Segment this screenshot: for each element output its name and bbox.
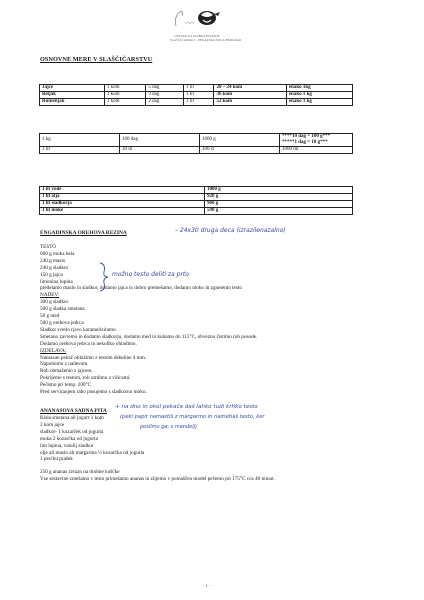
- table-cell: 100 dag: [120, 134, 200, 147]
- recipe-line: NADEV:: [40, 292, 60, 299]
- table-cell: enako 1 kg: [286, 92, 352, 99]
- recipe-line: Namazan pekač obložimo z testom debeline 4 mm.: [40, 354, 147, 361]
- table-cell: Jajce: [40, 85, 105, 92]
- note-line: ****10 dag = 100 g***: [282, 134, 331, 139]
- recipe-line: Kisla smetana ali jogurt 1 kom: [40, 415, 104, 421]
- table-cell: 1 lit: [184, 99, 214, 106]
- recipe-line: Pred serviranjem rabo posujemo s sladkorno moko.: [40, 389, 147, 396]
- table-cell: 1 kom: [104, 99, 146, 106]
- recipe-line: 150 g jajca: [40, 271, 63, 278]
- table-row: [40, 92, 353, 99]
- table-cell: 3 dag: [146, 92, 184, 99]
- table-cell: 20 – 24 kom: [214, 85, 286, 92]
- recipe-line: limonina lupina: [40, 278, 73, 285]
- recipe-line: TESTO: [40, 244, 57, 250]
- table-cell: Rumenjak: [40, 99, 105, 106]
- table-row: [40, 208, 353, 215]
- table-row: [40, 134, 353, 147]
- egg-measures-table: [39, 84, 353, 106]
- recipe-line: Pečemo pri temp. 200°C: [40, 382, 92, 389]
- table-cell: 52 kom: [214, 99, 286, 106]
- logo-emblem-icon: [170, 6, 230, 32]
- recipe-line: 2 kom jajce: [40, 421, 65, 428]
- recipe-line: 300 g sladkor: [40, 299, 69, 306]
- recipe-line: 240 g maslo: [40, 257, 66, 264]
- recipe-line: olje ali maslo ali margarina ½ kozarčka od jogurta: [40, 449, 145, 456]
- page-title: OSNOVNE MERE V SLAŠČIČARSTVU: [40, 56, 153, 63]
- recipe-line: 500 g sladka smetana: [40, 306, 85, 313]
- recipe-line: Vse sestavine zmešamo v testo primešamo ananas in zlijemo v pomaščen model pečemo pri 175°C cca 40 minut.: [40, 476, 275, 483]
- table-row: [40, 187, 353, 194]
- table-cell: 1 lit: [184, 92, 214, 99]
- table-cell: 100 cl: [200, 147, 280, 154]
- handwritten-note: – 24x30 druga deca (izrazilenazalno): [175, 227, 286, 234]
- recipe-line: Rob obmažemo z jajcem.: [40, 368, 93, 375]
- recipe-title: ENGADINSKA OREHOVA REZINA: [40, 230, 127, 236]
- table-cell: 1000 g: [205, 187, 353, 194]
- recipe-line: Dodamo orehova jedrca in nekoliko ohladimo.: [40, 340, 137, 347]
- table-cell: 1 kom: [104, 92, 146, 99]
- recipe-body: [40, 244, 257, 396]
- table-cell: enako 1 kg: [286, 99, 352, 106]
- recipe-line: Sladkor svetlo rjavo karameliziramo.: [40, 326, 117, 333]
- liquid-weight-table: [39, 186, 353, 215]
- table-cell: 1 lit: [40, 147, 120, 154]
- recipe-line: Smetano zavremo in dodamo sladkorju, dodamo med in kuhamo do 115°C, obvezno čistimo rob posode.: [40, 333, 258, 340]
- table-cell: 5 dag: [146, 85, 184, 92]
- recipe-line: 1 pecilni prašek: [40, 456, 73, 463]
- recipe-line: Pokrijemo s testom, rob utrdimo z vilicami.: [40, 375, 131, 382]
- logo-text: CENTAR ZA IZOBRAŽEVANJE: [174, 34, 220, 38]
- table-cell: 1 kg: [40, 134, 120, 147]
- table-cell: 920 g: [205, 194, 353, 201]
- table-row: [40, 99, 353, 106]
- table-cell: 1 lit moke: [40, 208, 205, 215]
- table-cell: 1 lit olja: [40, 194, 205, 201]
- table-cell-notes: [280, 134, 353, 147]
- recipe-line: 500 g orehova jedrca: [40, 319, 84, 326]
- recipe-title: ANANASOVA SADNA PITA: [40, 408, 107, 414]
- table-row: [40, 201, 353, 208]
- table-cell: 1 lit: [184, 85, 214, 92]
- table-cell: 590 g: [205, 208, 353, 215]
- unit-conversion-table: [39, 133, 353, 154]
- recipe-line: 250 g ananas zrezan na drobne koščke: [40, 469, 120, 476]
- recipe-line: 50 g med: [40, 313, 60, 320]
- table-cell: 10 dl: [120, 147, 200, 154]
- table-cell: Beljak: [40, 92, 105, 99]
- org-line: SLAŠČIČARSKO - PEKARSKA ŠOLA BEOGRAD: [170, 38, 242, 42]
- table-row: [40, 147, 353, 154]
- table-cell: 2 dag: [146, 99, 184, 106]
- recipe-line: IZDELAVA:: [40, 347, 67, 354]
- note-line: *****1 dag = 10 g***: [282, 140, 328, 145]
- handwritten-note: možno testo deliti za prto: [112, 271, 189, 278]
- table-cell: 1 lit vode: [40, 187, 205, 194]
- recipe-line: predelamo maslo in sladkor, dodamo jajca in dobro premešamo, dodamo moko in zgnetemo testo: [40, 285, 242, 292]
- handwritten-note: (peki papir namastiš z margarino in nametlaš testo, ker: [120, 414, 265, 420]
- page-number: - 1 -: [203, 583, 211, 588]
- table-cell: enako 1kg: [286, 85, 352, 92]
- table-cell: 1000 ml: [280, 147, 353, 154]
- recipe-line: sladkor- 1 kozarček od jogurta: [40, 428, 104, 435]
- table-cell: 1000 g: [200, 134, 280, 147]
- recipe-body: [40, 415, 275, 483]
- recipe-line: moka 2 kozarčka od jogurta: [40, 435, 98, 442]
- brace-icon: [98, 262, 110, 292]
- table-cell: 1 lit sladkorja: [40, 201, 205, 208]
- recipe-line: 600 g moka bela: [40, 250, 75, 257]
- recipe-line: Napolnimo z nadevom.: [40, 361, 89, 368]
- table-row: [40, 194, 353, 201]
- table-cell: 1 kom: [104, 85, 146, 92]
- recipe-line: lim lupina, vanilij sladkor: [40, 442, 94, 449]
- handwritten-note: posilmu ga, s mandelj): [140, 424, 197, 430]
- recipe-line: 240 g sladkor: [40, 264, 69, 271]
- table-cell: 960 g: [205, 201, 353, 208]
- handwritten-note: + na dno in okol pekača daš lahko tudi krhko testo: [115, 404, 258, 410]
- table-row: [40, 85, 353, 92]
- table-cell: 36 kom: [214, 92, 286, 99]
- school-logo: [170, 6, 242, 42]
